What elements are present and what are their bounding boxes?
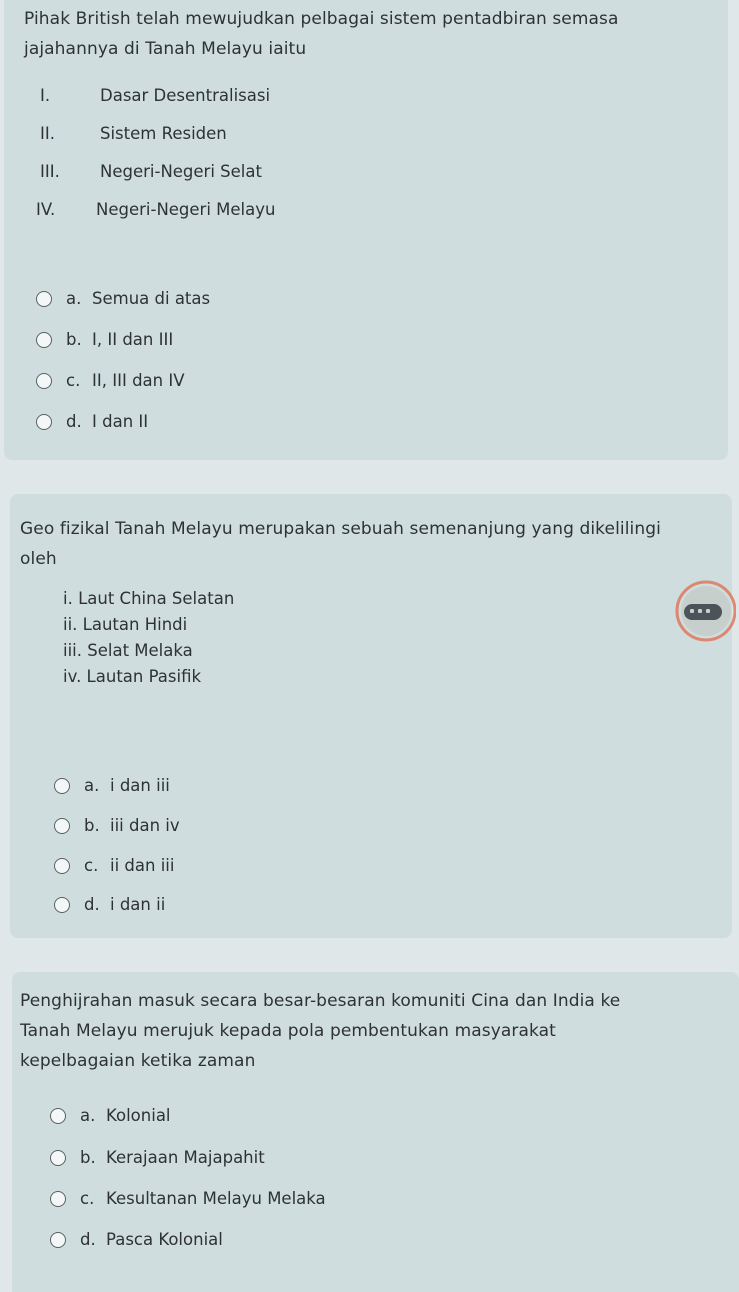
question-3-option-d[interactable] <box>50 1230 223 1249</box>
radio-button[interactable] <box>36 291 52 307</box>
question-2-line-2: oleh <box>20 549 57 569</box>
question-1-statement-2 <box>40 124 227 143</box>
radio-button[interactable] <box>54 818 70 834</box>
question-card-3 <box>12 972 739 1292</box>
statement-number: IV. <box>36 200 56 219</box>
radio-button[interactable] <box>54 897 70 913</box>
statement-text: Negeri-Negeri Selat <box>100 162 262 181</box>
question-3-line-3: kepelbagaian ketika zaman <box>20 1051 256 1071</box>
question-3-text <box>20 986 620 1076</box>
statement-text: Sistem Residen <box>100 124 227 143</box>
statement-text: Dasar Desentralisasi <box>100 86 271 105</box>
question-2-statement-4: iv. Lautan Pasifik <box>63 667 202 686</box>
radio-button[interactable] <box>50 1232 66 1248</box>
option-text: Kolonial <box>106 1106 171 1125</box>
question-2-option-d[interactable] <box>54 895 165 914</box>
option-text: iii dan iv <box>110 816 180 835</box>
question-3-option-a[interactable] <box>50 1106 171 1125</box>
option-text: Kerajaan Majapahit <box>106 1148 265 1167</box>
question-2-option-b[interactable] <box>54 816 180 835</box>
radio-button[interactable] <box>50 1108 66 1124</box>
option-text: I, II dan III <box>92 330 174 349</box>
question-3-line-1: Penghijrahan masuk secara besar-besaran komuniti Cina dan India ke <box>20 991 621 1011</box>
radio-button[interactable] <box>54 778 70 794</box>
question-1-statement-4 <box>36 200 275 219</box>
radio-button[interactable] <box>36 373 52 389</box>
question-2-option-a[interactable] <box>54 776 170 795</box>
radio-button[interactable] <box>36 414 52 430</box>
question-1-statement-3 <box>40 162 262 181</box>
question-3-line-2: Tanah Melayu merujuk kepada pola pembentukan masyarakat <box>20 1021 556 1041</box>
statement-number: II. <box>40 124 55 143</box>
question-2-statement-2: ii. Lautan Hindi <box>63 615 188 634</box>
option-letter: b. <box>84 816 100 835</box>
radio-button[interactable] <box>36 332 52 348</box>
option-letter: c. <box>84 856 99 875</box>
question-1-text <box>24 4 619 64</box>
option-letter: c. <box>80 1189 95 1208</box>
question-1-line-2: jajahannya di Tanah Melayu iaitu <box>24 39 307 59</box>
option-letter: b. <box>80 1148 96 1167</box>
question-3-option-c[interactable] <box>50 1189 326 1208</box>
question-2-statement-1: i. Laut China Selatan <box>63 589 235 608</box>
question-2-statement-3: iii. Selat Melaka <box>63 641 193 660</box>
option-letter: d. <box>84 895 100 914</box>
radio-button[interactable] <box>54 858 70 874</box>
question-card-1 <box>4 0 728 460</box>
question-1-option-b[interactable] <box>36 330 173 349</box>
question-2-option-c[interactable] <box>54 856 174 875</box>
question-1-line-1: Pihak British telah mewujudkan pelbagai sistem pentadbiran semasa <box>24 9 619 29</box>
option-text: i dan ii <box>110 895 166 914</box>
question-3-option-b[interactable] <box>50 1148 265 1167</box>
option-text: Kesultanan Melayu Melaka <box>106 1189 326 1208</box>
option-text: Pasca Kolonial <box>106 1230 223 1249</box>
option-text: i dan iii <box>110 776 170 795</box>
statement-number: III. <box>40 162 60 181</box>
statement-text: Negeri-Negeri Melayu <box>96 200 276 219</box>
question-1-statement-1 <box>40 86 270 105</box>
question-1-option-a[interactable] <box>36 289 210 308</box>
option-letter: d. <box>66 412 82 431</box>
question-2-text <box>20 514 661 574</box>
option-letter: c. <box>66 371 81 390</box>
option-text: II, III dan IV <box>92 371 185 390</box>
option-letter: a. <box>66 289 82 308</box>
option-letter: d. <box>80 1230 96 1249</box>
question-2-line-1: Geo fizikal Tanah Melayu merupakan sebuah semenanjung yang dikelilingi <box>20 519 661 539</box>
question-card-2 <box>10 494 732 938</box>
chat-bubble-icon <box>670 574 736 646</box>
option-text: I dan II <box>92 412 149 431</box>
floating-chat-button[interactable] <box>670 574 736 646</box>
radio-button[interactable] <box>50 1191 66 1207</box>
question-1-option-c[interactable] <box>36 371 185 390</box>
option-letter: a. <box>84 776 100 795</box>
question-1-option-d[interactable] <box>36 412 148 431</box>
option-text: ii dan iii <box>110 856 175 875</box>
option-text: Semua di atas <box>92 289 211 308</box>
statement-number: I. <box>40 86 51 105</box>
radio-button[interactable] <box>50 1150 66 1166</box>
option-letter: a. <box>80 1106 96 1125</box>
option-letter: b. <box>66 330 82 349</box>
